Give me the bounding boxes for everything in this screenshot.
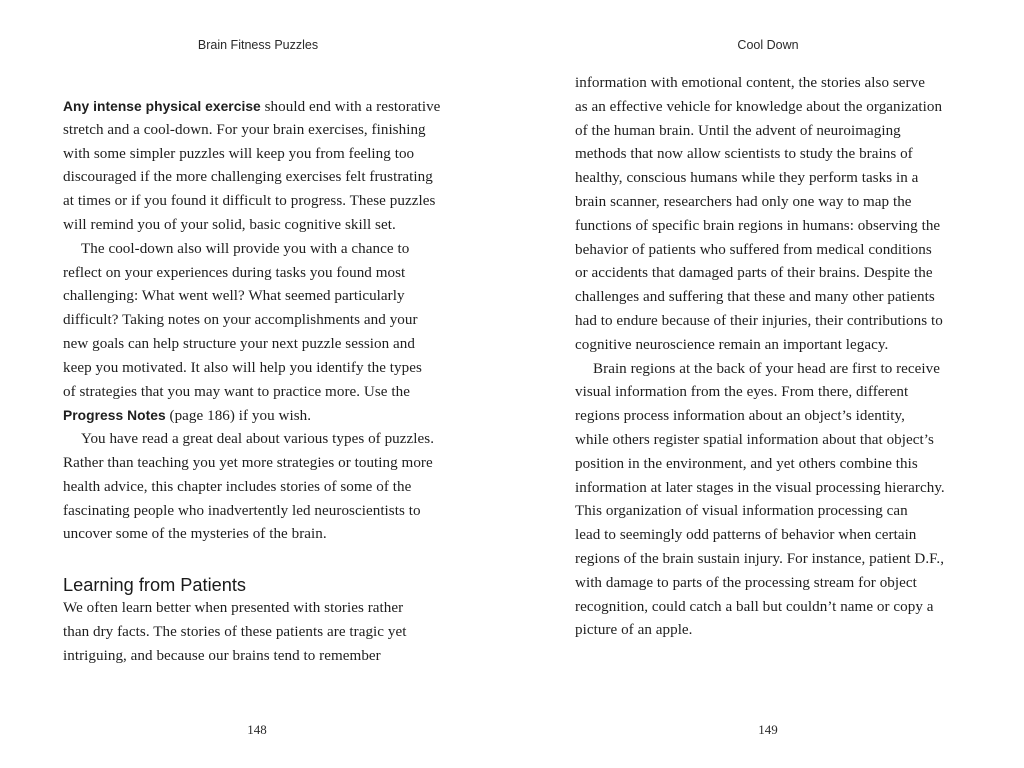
page-number-left-text: 148 <box>247 722 267 737</box>
paragraph-line: of strategies that you may want to practice more. Use the <box>63 383 410 400</box>
paragraph-line: healthy, conscious humans while they perform tasks in a <box>575 170 919 187</box>
paragraph-line: regions process information about an object’s identity, <box>575 408 905 425</box>
paragraph-line: information at later stages in the visual processing hierarchy. <box>575 479 945 496</box>
paragraph-line: challenges and suffering that these and many other patients <box>575 289 935 306</box>
paragraph-line: with damage to parts of the processing stream for object <box>575 574 917 591</box>
paragraph-line: position in the environment, and yet others combine this <box>575 455 918 472</box>
line-text: should end with a restorative <box>260 99 441 115</box>
paragraph-line: brain scanner, researchers had only one way to map the <box>575 193 912 210</box>
progress-notes-reference: Progress Notes <box>63 408 166 424</box>
paragraph-line: methods that now allow scientists to study the brains of <box>575 146 913 163</box>
paragraph-line: functions of specific brain regions in humans: observing the <box>575 217 941 234</box>
paragraph-line: keep you motivated. It also will help you identify the types <box>63 359 422 376</box>
paragraph-line: information with emotional content, the stories also serve <box>575 75 925 91</box>
paragraph-line <box>63 404 455 428</box>
running-head-left-text: Brain Fitness Puzzles <box>197 38 319 52</box>
paragraph-line: You have read a great deal about various types of puzzles. <box>81 431 435 448</box>
paragraph-line: recognition, could catch a ball but couldn’t name or copy a <box>575 598 934 615</box>
lead-in-bold: Any intense physical exercise <box>63 99 261 114</box>
paragraph-line: fascinating people who inadvertently led neuroscientists to <box>63 502 421 519</box>
paragraph-line: regions of the brain sustain injury. For instance, patient D.F., <box>575 550 945 567</box>
running-head-right <box>512 38 1024 52</box>
paragraph-line: picture of an apple. <box>575 622 693 639</box>
paragraph-line: challenging: What went well? What seemed particularly <box>63 288 405 305</box>
paragraph-line: visual information from the eyes. From there, different <box>575 384 909 401</box>
paragraph-line: while others register spatial information about that object’s <box>575 431 934 448</box>
paragraph-line: had to endure because of their injuries, their contributions to <box>575 312 943 329</box>
paragraph-line: reflect on your experiences during tasks you found most <box>63 264 406 281</box>
paragraph-line <box>63 95 455 119</box>
paragraph-line: at times or if you found it difficult to progress. These puzzles <box>63 193 436 210</box>
paragraph-line: or accidents that damaged parts of their brains. Despite the <box>575 265 933 282</box>
paragraph-line: Brain regions at the back of your head are first to receive <box>593 360 941 377</box>
paragraph-line: will remind you of your solid, basic cognitive skill set. <box>63 216 396 233</box>
left-page-body <box>63 95 455 669</box>
right-page <box>512 0 1024 768</box>
paragraph-line: behavior of patients who suffered from medical conditions <box>575 241 932 258</box>
paragraph-line: uncover some of the mysteries of the brain. <box>63 526 327 543</box>
line-text: (page 186) if you wish. <box>165 408 312 425</box>
paragraph-line: with some simpler puzzles will keep you from feeling too <box>63 145 415 162</box>
paragraph-line: The cool-down also will provide you with a chance to <box>81 240 410 257</box>
paragraph-line: discouraged if the more challenging exercises felt frustrating <box>63 169 433 186</box>
right-page-body <box>575 72 975 643</box>
paragraph-line: intriguing, and because our brains tend to remember <box>63 647 381 664</box>
paragraph-line: Rather than teaching you yet more strategies or touting more <box>63 454 433 471</box>
paragraph-line: This organization of visual information processing can <box>575 503 908 520</box>
paragraph-line: of the human brain. Until the advent of neuroimaging <box>575 122 901 139</box>
paragraph-line: health advice, this chapter includes stories of some of the <box>63 478 412 495</box>
section-heading: Learning from Patients <box>63 575 246 596</box>
paragraph-line: We often learn better when presented with stories rather <box>63 600 404 617</box>
paragraph-line: stretch and a cool-down. For your brain exercises, finishing <box>63 121 426 138</box>
page-number-left <box>0 722 512 738</box>
paragraph-line: as an effective vehicle for knowledge about the organization <box>575 98 943 115</box>
paragraph-line: new goals can help structure your next puzzle session and <box>63 335 415 352</box>
paragraph-line: difficult? Taking notes on your accomplishments and your <box>63 312 418 329</box>
paragraph-line: than dry facts. The stories of these patients are tragic yet <box>63 623 407 640</box>
paragraph-line: lead to seemingly odd patterns of behavior when certain <box>575 527 917 544</box>
running-head-left <box>0 38 512 52</box>
paragraph-line: cognitive neuroscience remain an important legacy. <box>575 336 889 353</box>
page-number-right <box>512 722 1024 738</box>
running-head-right-text: Cool Down <box>737 38 799 52</box>
page-number-right-text: 149 <box>758 722 778 737</box>
